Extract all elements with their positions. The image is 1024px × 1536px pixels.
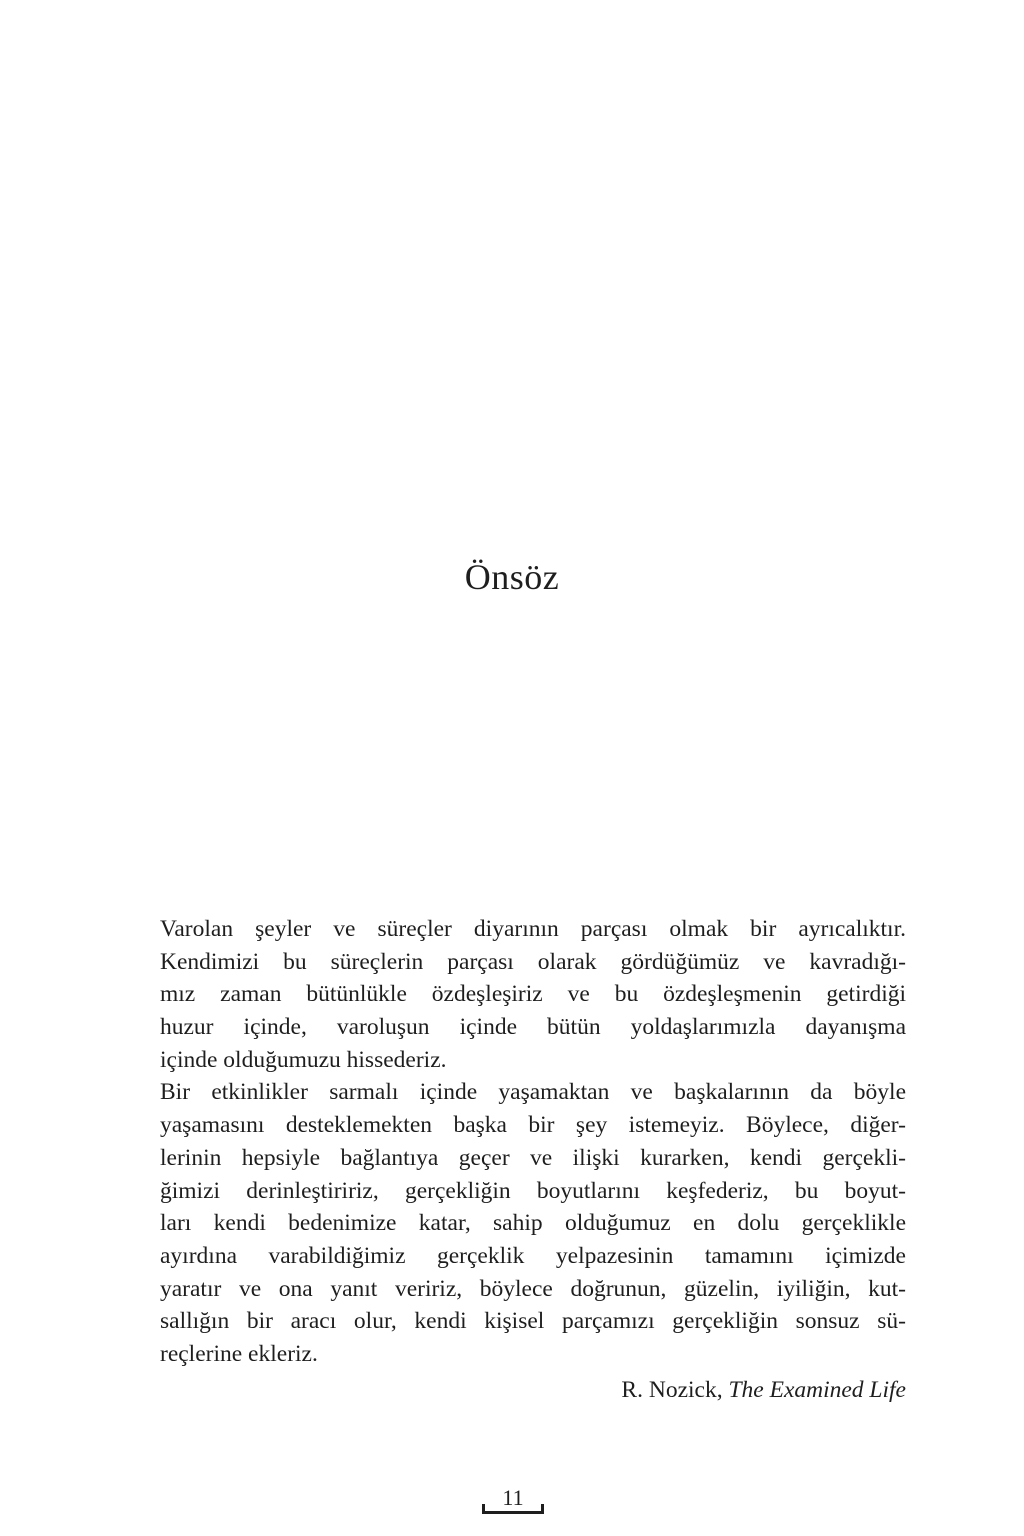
text-line: içinde olduğumuzu hissederiz.: [160, 1046, 447, 1073]
folio-rule-right-tick: [541, 1504, 544, 1514]
attribution-work-title: The Examined Life: [728, 1376, 906, 1403]
folio-rule: [482, 1511, 544, 1514]
page-number: 11: [502, 1485, 524, 1510]
page-folio: [482, 1486, 544, 1516]
text-line: mız zaman bütünlükle özdeşleşiriz ve bu özdeşleşmenin getirdiği: [160, 981, 906, 1008]
text-line: reçlerine ekleriz.: [160, 1340, 318, 1367]
page-title: Önsöz: [464, 557, 560, 597]
epigraph: [160, 913, 906, 1406]
attribution-author: R. Nozick,: [621, 1376, 729, 1403]
text-line: lerinin hepsiyle bağlantıya geçer ve ilişki kurarken, kendi gerçekli-: [160, 1144, 906, 1171]
text-line: ğimizi derinleştiririz, gerçekliğin boyutlarını keşfederiz, bu boyut-: [160, 1177, 906, 1204]
epigraph-paragraph-2: [160, 1076, 906, 1370]
text-line: ayırdına varabildiğimiz gerçeklik yelpazesinin tamamını içimizde: [160, 1242, 906, 1269]
text-line: sallığın bir aracı olur, kendi kişisel parçamızı gerçekliğin sonsuz sü-: [160, 1308, 906, 1335]
text-line: Kendimizi bu süreçlerin parçası olarak gördüğümüz ve kavradığı-: [160, 948, 906, 975]
text-line: yaşamasını desteklemekten başka bir şey istemeyiz. Böylece, diğer-: [160, 1112, 906, 1139]
epigraph-paragraph-1: [160, 913, 906, 1076]
epigraph-attribution: [160, 1374, 906, 1407]
text-line: huzur içinde, varoluşun içinde bütün yoldaşlarımızla dayanışma: [160, 1014, 906, 1041]
text-line: ları kendi bedenimize katar, sahip olduğumuz en dolu gerçeklikle: [160, 1210, 906, 1237]
text-line: Bir etkinlikler sarmalı içinde yaşamaktan ve başkalarının da böyle: [160, 1079, 906, 1106]
text-line: yaratır ve ona yanıt veririz, böylece doğrunun, güzelin, iyiliğin, kut-: [160, 1275, 906, 1302]
text-line: Varolan şeyler ve süreçler diyarının parçası olmak bir ayrıcalıktır.: [160, 916, 906, 942]
